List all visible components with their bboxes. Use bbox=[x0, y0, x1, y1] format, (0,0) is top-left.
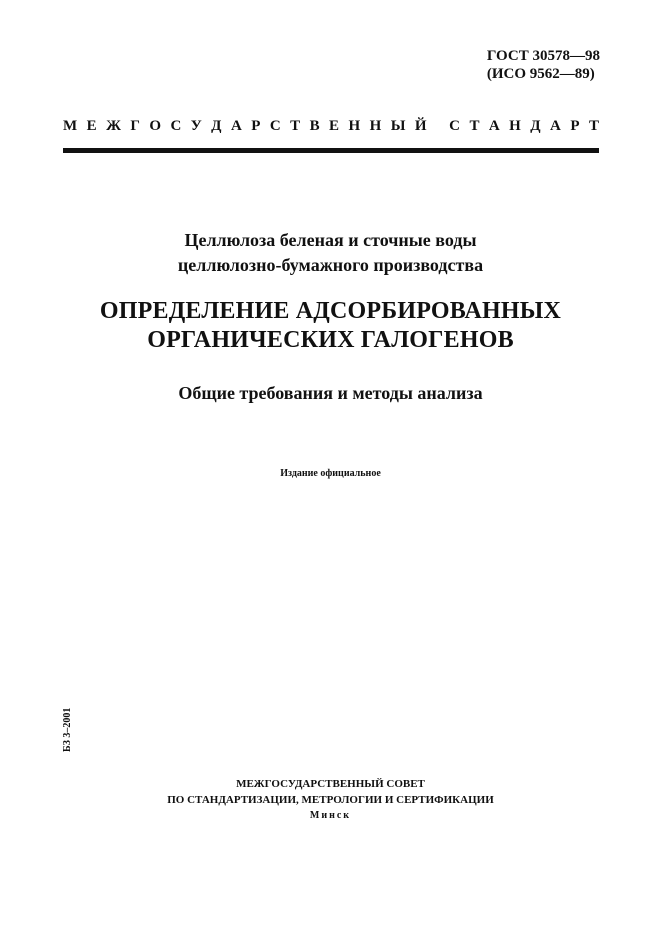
publisher-block bbox=[0, 776, 661, 824]
publisher-line-1: МЕЖГОСУДАРСТВЕННЫЙ СОВЕТ bbox=[236, 778, 425, 790]
heading-letter: Е bbox=[329, 118, 340, 134]
title-line-1: ОПРЕДЕЛЕНИЕ АДСОРБИРОВАННЫХ bbox=[99, 298, 562, 324]
heading-letter: Т bbox=[469, 118, 480, 134]
heading-letter: С bbox=[449, 118, 460, 134]
subject-line-1: Целлюлоза беленая и сточные воды bbox=[184, 230, 477, 250]
heading-letter: Т bbox=[588, 118, 599, 134]
standard-identifier bbox=[487, 47, 600, 83]
heading-letter: Р bbox=[251, 118, 261, 134]
iso-number: (ИСО 9562—89) bbox=[486, 66, 595, 82]
publisher-city: Минск bbox=[309, 810, 352, 821]
standard-number: ГОСТ 30578—98 bbox=[486, 48, 600, 64]
heading-letter: Г bbox=[130, 118, 140, 134]
document-subject bbox=[0, 228, 661, 278]
heading-letter: В bbox=[309, 118, 320, 134]
heading-letter: С bbox=[269, 118, 281, 134]
heading-gap bbox=[436, 117, 440, 135]
heading-letter: Н bbox=[369, 118, 382, 134]
subject-line-2: целлюлозно-бумажного производства bbox=[177, 255, 484, 275]
heading-letter: А bbox=[488, 118, 500, 134]
heading-letter: А bbox=[550, 118, 561, 134]
heading-letter: Й bbox=[414, 118, 427, 134]
title-line-2: ОРГАНИЧЕСКИХ ГАЛОГЕНОВ bbox=[147, 327, 514, 353]
heading-letter: А bbox=[230, 118, 242, 134]
heading-letter: Д bbox=[211, 118, 222, 134]
interstate-standard-heading bbox=[63, 117, 599, 135]
side-code: БЗ 3–2001 bbox=[62, 707, 73, 752]
heading-rule bbox=[63, 148, 599, 153]
publisher-line-2: ПО СТАНДАРТИЗАЦИИ, МЕТРОЛОГИИ И СЕРТИФИКАЦИИ bbox=[167, 794, 494, 806]
heading-letter: Н bbox=[509, 118, 521, 134]
heading-letter: Р bbox=[570, 118, 580, 134]
heading-letter: М bbox=[63, 118, 78, 134]
document-subtitle: Общие требования и методы анализа bbox=[178, 383, 483, 403]
heading-letter: Ж bbox=[106, 118, 121, 134]
heading-letter: С bbox=[170, 118, 182, 134]
document-title bbox=[0, 297, 661, 355]
heading-letter: У bbox=[190, 118, 202, 134]
heading-letter: Т bbox=[290, 118, 301, 134]
heading-letter: Д bbox=[530, 118, 541, 134]
heading-letter: Ы bbox=[390, 118, 406, 134]
edition-note: Издание официальное bbox=[280, 468, 381, 479]
heading-letter: Е bbox=[86, 118, 97, 134]
heading-letter: Н bbox=[348, 118, 361, 134]
heading-letter: О bbox=[149, 118, 161, 134]
